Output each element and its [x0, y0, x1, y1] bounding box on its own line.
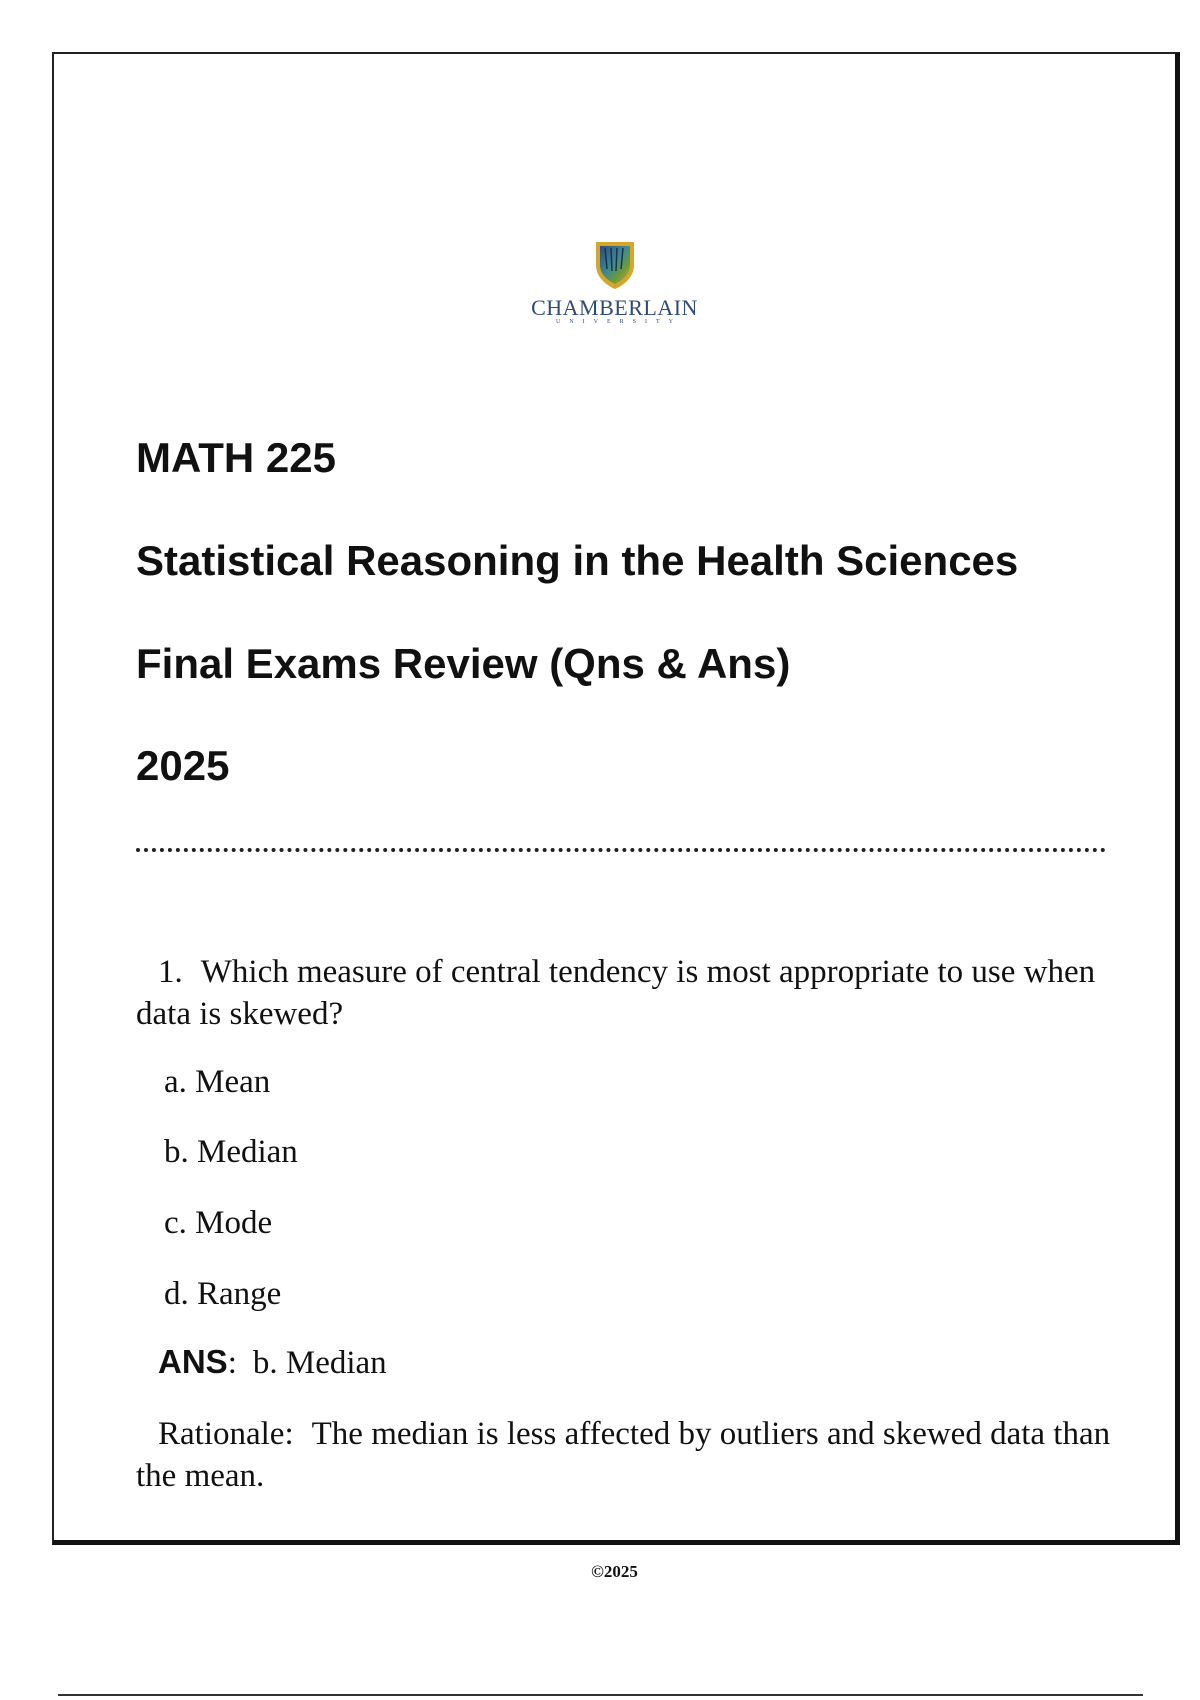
page-frame: [52, 52, 1180, 1581]
option-b: b. Median: [164, 1134, 298, 1170]
course-code: MATH 225: [136, 434, 336, 481]
option-c: c. Mode: [164, 1205, 273, 1241]
rationale: [136, 1413, 1116, 1497]
question-body: Which measure of central tendency is most appropriate to use when data is skewed?: [136, 954, 1096, 1032]
bottom-rule: [58, 1694, 1143, 1696]
question-number: 1.: [158, 954, 183, 990]
answer-value: b. Median: [252, 1345, 387, 1381]
rationale-label: Rationale:: [158, 1416, 294, 1452]
question-text: [136, 951, 1096, 1035]
rationale-text: The median is less affected by outliers and skewed data than the mean.: [136, 1416, 1111, 1494]
dotted-divider: [136, 848, 1106, 852]
answer-line: ANS: b. Median: [158, 1343, 387, 1381]
logo-name: CHAMBERLAIN: [531, 295, 698, 320]
shield-icon: [593, 239, 637, 291]
answer-label: ANS: [158, 1343, 228, 1380]
review-year: 2025: [136, 742, 230, 789]
review-title: Final Exams Review (Qns & Ans): [136, 640, 791, 687]
course-title: Statistical Reasoning in the Health Sciences: [136, 537, 1019, 584]
logo-subtitle: UNIVERSITY: [556, 319, 682, 325]
option-d: d. Range: [164, 1276, 282, 1312]
option-a: a. Mean: [164, 1064, 271, 1100]
chamberlain-logo: [54, 239, 1175, 325]
copyright-footer: ©2025: [591, 1562, 638, 1581]
